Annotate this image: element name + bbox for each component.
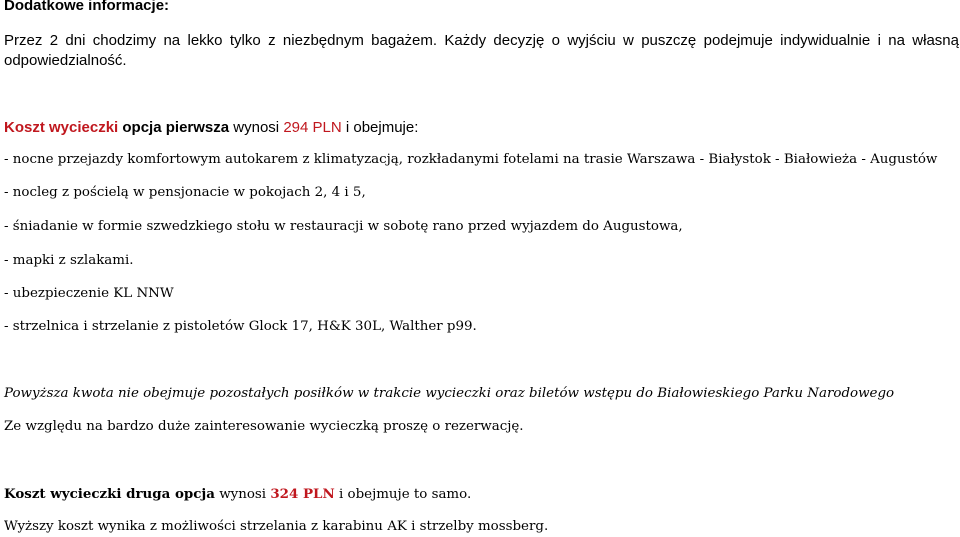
- reservation-note: Ze względu na bardzo duże zainteresowanie wycieczką proszę o rezerwację.: [4, 419, 524, 434]
- cost-option-2: [4, 486, 471, 502]
- cost-option-2-text: wynosi: [219, 487, 267, 502]
- cost-option-1-option: opcja pierwsza: [122, 119, 230, 136]
- cost-option-2-price: 324 PLN: [270, 486, 335, 502]
- list-item: - śniadanie w formie szwedzkiego stołu w restauracji w sobotę rano przed wyjazdem do Augustowa,: [4, 219, 683, 234]
- intro-line-2: odpowiedzialność.: [4, 52, 127, 69]
- list-item: - mapki z szlakami.: [4, 253, 134, 268]
- list-item: - nocne przejazdy komfortowym autokarem z klimatyzacją, rozkładanymi fotelami na trasie Warszawa - Białystok - Białowieża - Augustów: [4, 152, 938, 167]
- cost-option-1: [4, 119, 418, 136]
- price-exclusion-note: Powyższa kwota nie obejmuje pozostałych posiłków w trakcie wycieczki oraz biletów wstępu do Białowieskiego Parku Narodowego: [4, 386, 895, 401]
- cost-option-2-label: Koszt wycieczki druga opcja: [4, 486, 215, 502]
- cost-option-2-tail: i obejmuje to samo.: [338, 487, 472, 502]
- list-item: - strzelnica i strzelanie z pistoletów Glock 17, H&K 30L, Walther p99.: [4, 319, 477, 334]
- cost-option-1-price: 294 PLN: [283, 119, 342, 136]
- cost-option-1-label: Koszt wycieczki: [4, 119, 119, 136]
- heading: Dodatkowe informacje:: [4, 0, 170, 14]
- list-item: - nocleg z pościelą w pensjonacie w pokojach 2, 4 i 5,: [4, 185, 366, 200]
- intro-line-1: Przez 2 dni chodzimy na lekko tylko z niezbędnym bagażem. Każdy decyzję o wyjściu w puszczę podejmuje indywidualnie i na własną: [4, 32, 959, 49]
- cost-option-1-text: wynosi: [233, 119, 280, 136]
- list-item: - ubezpieczenie KL NNW: [4, 286, 174, 301]
- cost-option-1-tail: i obejmuje:: [345, 119, 419, 136]
- footer-note: Wyższy koszt wynika z możliwości strzelania z karabinu AK i strzelby mossberg.: [4, 519, 549, 534]
